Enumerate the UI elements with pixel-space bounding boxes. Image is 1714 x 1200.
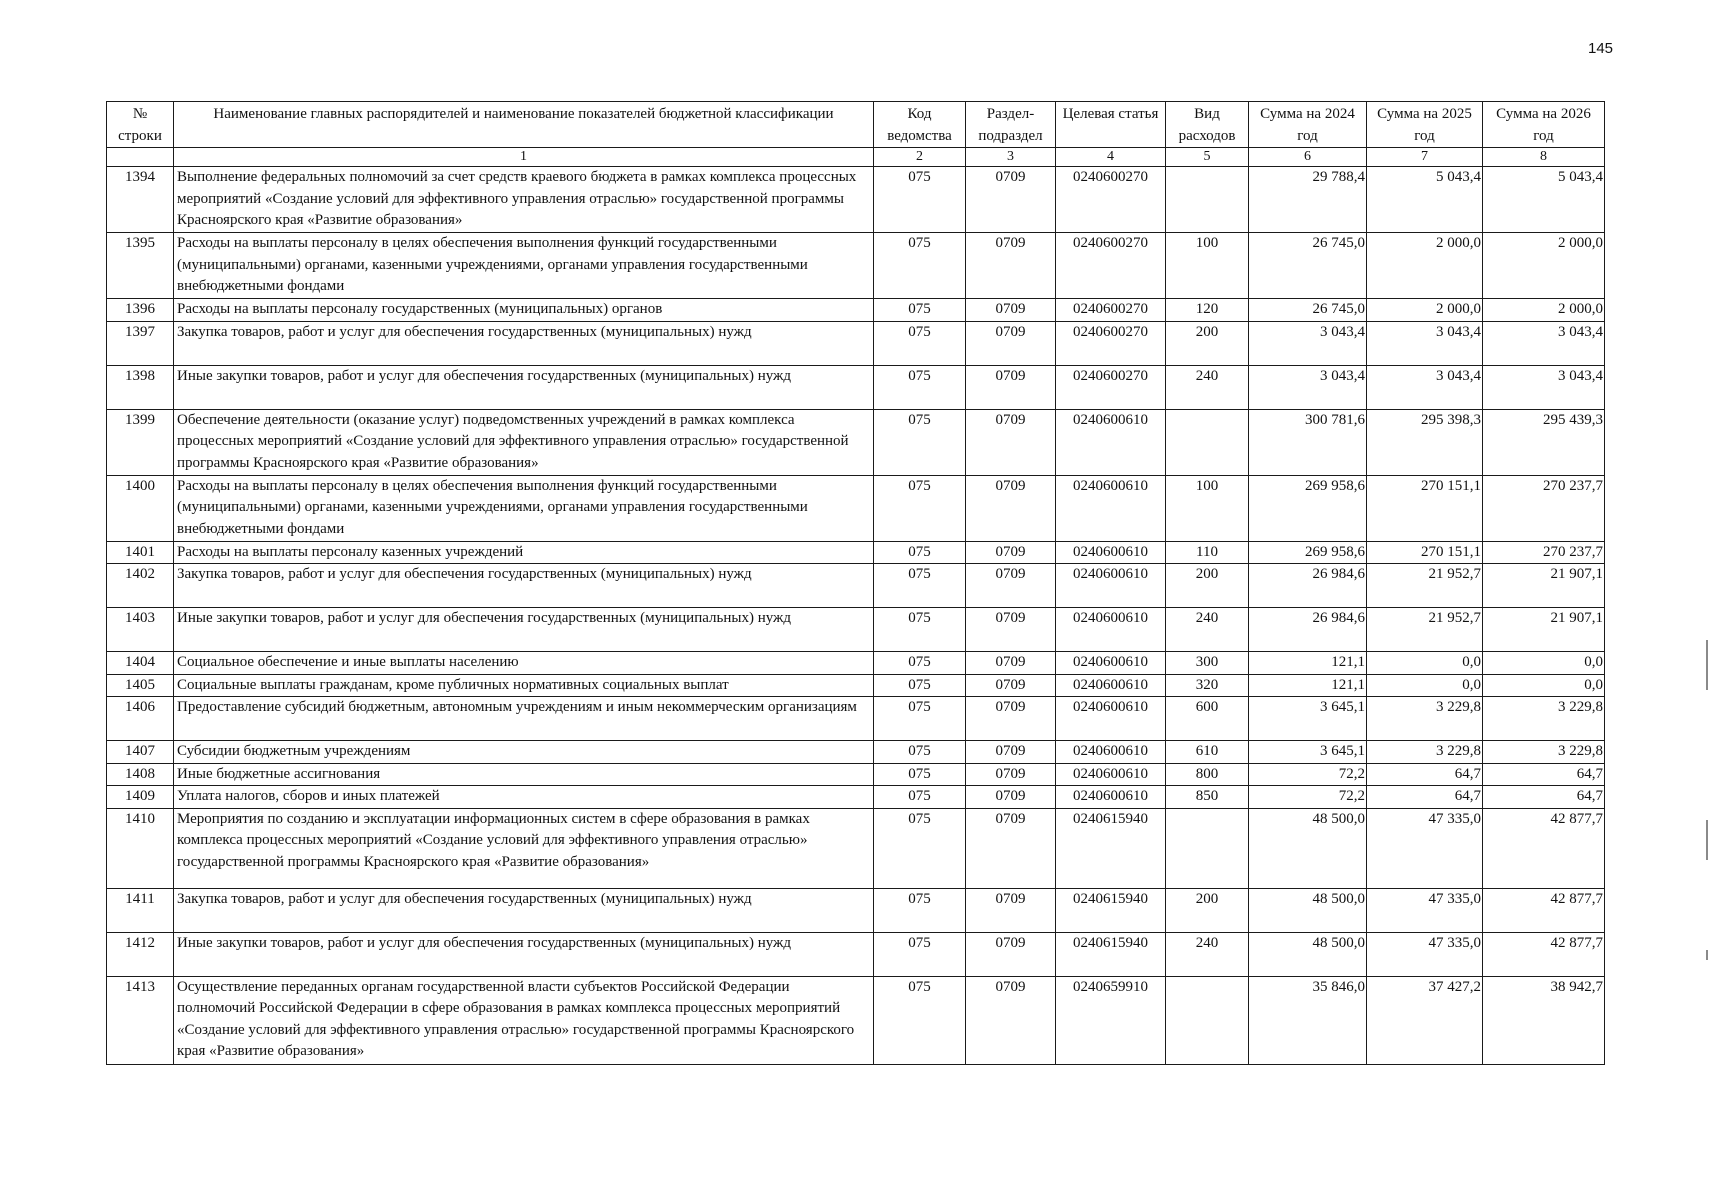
row-department-code: 075 — [874, 786, 966, 809]
row-name: Закупка товаров, работ и услуг для обеспечения государственных (муниципальных) нужд — [174, 888, 874, 932]
row-sum-2024: 121,1 — [1249, 674, 1367, 697]
row-sum-2026: 3 043,4 — [1483, 321, 1605, 365]
row-section: 0709 — [966, 888, 1056, 932]
header-expense-type: Вид расходов — [1166, 102, 1249, 148]
row-section: 0709 — [966, 299, 1056, 322]
table-row — [107, 741, 1605, 764]
row-number: 1408 — [107, 763, 174, 786]
row-department-code: 075 — [874, 608, 966, 652]
header-row-number: № строки — [107, 102, 174, 148]
row-sum-2025: 47 335,0 — [1367, 888, 1483, 932]
header-section: Раздел-подраздел — [966, 102, 1056, 148]
row-target-article: 0240615940 — [1056, 888, 1166, 932]
row-target-article: 0240600270 — [1056, 233, 1166, 299]
row-target-article: 0240659910 — [1056, 976, 1166, 1064]
row-target-article: 0240600610 — [1056, 697, 1166, 741]
row-target-article: 0240600610 — [1056, 475, 1166, 541]
row-department-code: 075 — [874, 741, 966, 764]
row-sum-2025: 3 043,4 — [1367, 321, 1483, 365]
row-name: Расходы на выплаты персоналу в целях обеспечения выполнения функций государственными (муниципальными) органами, казенными учреждениями, органами управления государственными внебюджетными фондами — [174, 475, 874, 541]
page-number: 145 — [1588, 40, 1614, 57]
row-department-code: 075 — [874, 564, 966, 608]
row-department-code: 075 — [874, 808, 966, 888]
header-name: Наименование главных распорядителей и наименование показателей бюджетной классификации — [174, 102, 874, 148]
row-sum-2025: 64,7 — [1367, 786, 1483, 809]
row-department-code: 075 — [874, 321, 966, 365]
row-target-article: 0240600610 — [1056, 763, 1166, 786]
row-department-code: 075 — [874, 475, 966, 541]
row-sum-2025: 270 151,1 — [1367, 541, 1483, 564]
row-sum-2026: 0,0 — [1483, 674, 1605, 697]
row-sum-2026: 0,0 — [1483, 652, 1605, 675]
row-sum-2024: 3 645,1 — [1249, 741, 1367, 764]
column-number — [107, 148, 174, 167]
row-sum-2024: 269 958,6 — [1249, 541, 1367, 564]
row-target-article: 0240600270 — [1056, 167, 1166, 233]
row-name: Иные закупки товаров, работ и услуг для обеспечения государственных (муниципальных) нужд — [174, 608, 874, 652]
row-department-code: 075 — [874, 888, 966, 932]
row-department-code: 075 — [874, 409, 966, 475]
row-number: 1397 — [107, 321, 174, 365]
row-target-article: 0240600610 — [1056, 786, 1166, 809]
row-department-code: 075 — [874, 932, 966, 976]
row-sum-2025: 295 398,3 — [1367, 409, 1483, 475]
row-number: 1412 — [107, 932, 174, 976]
row-sum-2026: 64,7 — [1483, 763, 1605, 786]
row-target-article: 0240615940 — [1056, 932, 1166, 976]
row-sum-2026: 3 229,8 — [1483, 697, 1605, 741]
row-section: 0709 — [966, 674, 1056, 697]
row-number: 1404 — [107, 652, 174, 675]
row-sum-2025: 3 043,4 — [1367, 365, 1483, 409]
row-sum-2025: 47 335,0 — [1367, 932, 1483, 976]
row-sum-2024: 26 984,6 — [1249, 608, 1367, 652]
row-department-code: 075 — [874, 763, 966, 786]
table-row — [107, 541, 1605, 564]
row-number: 1410 — [107, 808, 174, 888]
row-sum-2024: 48 500,0 — [1249, 888, 1367, 932]
row-number: 1401 — [107, 541, 174, 564]
row-expense-type: 200 — [1166, 564, 1249, 608]
row-number: 1398 — [107, 365, 174, 409]
row-sum-2024: 26 745,0 — [1249, 233, 1367, 299]
row-sum-2024: 121,1 — [1249, 652, 1367, 675]
row-sum-2026: 42 877,7 — [1483, 808, 1605, 888]
row-sum-2026: 2 000,0 — [1483, 233, 1605, 299]
row-expense-type: 100 — [1166, 475, 1249, 541]
row-number: 1407 — [107, 741, 174, 764]
row-section: 0709 — [966, 652, 1056, 675]
row-sum-2025: 37 427,2 — [1367, 976, 1483, 1064]
row-target-article: 0240600610 — [1056, 409, 1166, 475]
row-name: Выполнение федеральных полномочий за счет средств краевого бюджета в рамках комплекса процессных мероприятий «Создание условий для эффективного управления отраслью» государственной программы Красноярского края «Развитие образования» — [174, 167, 874, 233]
header-sum-2026: Сумма на 2026 год — [1483, 102, 1605, 148]
row-sum-2025: 2 000,0 — [1367, 299, 1483, 322]
row-sum-2024: 48 500,0 — [1249, 932, 1367, 976]
row-target-article: 0240600610 — [1056, 741, 1166, 764]
row-section: 0709 — [966, 976, 1056, 1064]
row-department-code: 075 — [874, 674, 966, 697]
row-target-article: 0240615940 — [1056, 808, 1166, 888]
row-expense-type: 240 — [1166, 932, 1249, 976]
row-sum-2025: 64,7 — [1367, 763, 1483, 786]
row-name: Обеспечение деятельности (оказание услуг) подведомственных учреждений в рамках комплекса процессных мероприятий «Создание условий для эффективного управления отраслью» государственной программы Красноярского края «Развитие образования» — [174, 409, 874, 475]
row-section: 0709 — [966, 321, 1056, 365]
table-row — [107, 608, 1605, 652]
column-number: 8 — [1483, 148, 1605, 167]
table-row — [107, 888, 1605, 932]
row-sum-2025: 47 335,0 — [1367, 808, 1483, 888]
row-sum-2026: 64,7 — [1483, 786, 1605, 809]
row-name: Социальные выплаты гражданам, кроме публичных нормативных социальных выплат — [174, 674, 874, 697]
row-sum-2024: 3 645,1 — [1249, 697, 1367, 741]
header-department-code: Код ведомства — [874, 102, 966, 148]
column-number: 6 — [1249, 148, 1367, 167]
column-number: 5 — [1166, 148, 1249, 167]
row-section: 0709 — [966, 697, 1056, 741]
column-number: 2 — [874, 148, 966, 167]
row-sum-2024: 300 781,6 — [1249, 409, 1367, 475]
row-sum-2026: 3 229,8 — [1483, 741, 1605, 764]
header-sum-2025: Сумма на 2025 год — [1367, 102, 1483, 148]
row-expense-type: 320 — [1166, 674, 1249, 697]
column-numbers-row — [107, 148, 1605, 167]
row-department-code: 075 — [874, 541, 966, 564]
row-number: 1411 — [107, 888, 174, 932]
row-sum-2026: 21 907,1 — [1483, 608, 1605, 652]
row-section: 0709 — [966, 763, 1056, 786]
row-expense-type: 200 — [1166, 321, 1249, 365]
row-sum-2024: 29 788,4 — [1249, 167, 1367, 233]
row-section: 0709 — [966, 786, 1056, 809]
row-name: Иные закупки товаров, работ и услуг для обеспечения государственных (муниципальных) нужд — [174, 932, 874, 976]
row-name: Расходы на выплаты персоналу казенных учреждений — [174, 541, 874, 564]
row-sum-2025: 21 952,7 — [1367, 608, 1483, 652]
table-row — [107, 652, 1605, 675]
row-department-code: 075 — [874, 976, 966, 1064]
row-sum-2026: 21 907,1 — [1483, 564, 1605, 608]
row-section: 0709 — [966, 475, 1056, 541]
row-section: 0709 — [966, 365, 1056, 409]
row-expense-type: 610 — [1166, 741, 1249, 764]
table-row — [107, 365, 1605, 409]
row-name: Мероприятия по созданию и эксплуатации информационных систем в сфере образования в рамках комплекса процессных мероприятий «Создание условий для эффективного управления отраслью» государственной программы Красноярского края «Развитие образования» — [174, 808, 874, 888]
table-row — [107, 808, 1605, 888]
row-sum-2026: 3 043,4 — [1483, 365, 1605, 409]
row-name: Осуществление переданных органам государственной власти субъектов Российской Федерации полномочий Российской Федерации в сфере образования в рамках комплекса процессных мероприятий «Создание условий для эффективного управления отраслью» государственной программы Красноярского края «Развитие образования» — [174, 976, 874, 1064]
row-department-code: 075 — [874, 299, 966, 322]
table-row — [107, 409, 1605, 475]
row-name: Уплата налогов, сборов и иных платежей — [174, 786, 874, 809]
header-row — [107, 102, 1605, 148]
row-name: Закупка товаров, работ и услуг для обеспечения государственных (муниципальных) нужд — [174, 321, 874, 365]
table-row — [107, 233, 1605, 299]
row-expense-type: 120 — [1166, 299, 1249, 322]
row-department-code: 075 — [874, 365, 966, 409]
scan-margin-mark — [1706, 640, 1708, 690]
row-sum-2024: 26 745,0 — [1249, 299, 1367, 322]
table-row — [107, 763, 1605, 786]
row-number: 1399 — [107, 409, 174, 475]
table-row — [107, 321, 1605, 365]
row-department-code: 075 — [874, 652, 966, 675]
row-sum-2024: 48 500,0 — [1249, 808, 1367, 888]
column-number: 7 — [1367, 148, 1483, 167]
row-sum-2025: 0,0 — [1367, 674, 1483, 697]
row-department-code: 075 — [874, 167, 966, 233]
table-row — [107, 697, 1605, 741]
table-body — [107, 167, 1605, 1065]
row-number: 1402 — [107, 564, 174, 608]
row-sum-2026: 5 043,4 — [1483, 167, 1605, 233]
row-sum-2025: 0,0 — [1367, 652, 1483, 675]
column-number: 1 — [174, 148, 874, 167]
row-expense-type: 300 — [1166, 652, 1249, 675]
table-row — [107, 976, 1605, 1064]
row-target-article: 0240600610 — [1056, 652, 1166, 675]
row-number: 1406 — [107, 697, 174, 741]
budget-table — [106, 101, 1605, 1065]
row-section: 0709 — [966, 409, 1056, 475]
row-number: 1395 — [107, 233, 174, 299]
row-sum-2025: 270 151,1 — [1367, 475, 1483, 541]
row-expense-type: 850 — [1166, 786, 1249, 809]
row-sum-2024: 3 043,4 — [1249, 365, 1367, 409]
row-target-article: 0240600270 — [1056, 321, 1166, 365]
row-sum-2025: 3 229,8 — [1367, 741, 1483, 764]
row-department-code: 075 — [874, 233, 966, 299]
row-target-article: 0240600610 — [1056, 541, 1166, 564]
row-sum-2026: 42 877,7 — [1483, 932, 1605, 976]
row-expense-type: 800 — [1166, 763, 1249, 786]
column-number: 4 — [1056, 148, 1166, 167]
row-expense-type: 100 — [1166, 233, 1249, 299]
row-name: Закупка товаров, работ и услуг для обеспечения государственных (муниципальных) нужд — [174, 564, 874, 608]
row-section: 0709 — [966, 741, 1056, 764]
row-sum-2024: 72,2 — [1249, 763, 1367, 786]
table-row — [107, 475, 1605, 541]
table-row — [107, 564, 1605, 608]
row-expense-type — [1166, 808, 1249, 888]
row-name: Социальное обеспечение и иные выплаты населению — [174, 652, 874, 675]
row-target-article: 0240600610 — [1056, 564, 1166, 608]
row-number: 1394 — [107, 167, 174, 233]
row-expense-type: 110 — [1166, 541, 1249, 564]
row-target-article: 0240600610 — [1056, 608, 1166, 652]
row-sum-2026: 295 439,3 — [1483, 409, 1605, 475]
row-sum-2024: 3 043,4 — [1249, 321, 1367, 365]
row-expense-type — [1166, 976, 1249, 1064]
row-number: 1405 — [107, 674, 174, 697]
table-row — [107, 932, 1605, 976]
row-name: Расходы на выплаты персоналу государственных (муниципальных) органов — [174, 299, 874, 322]
row-department-code: 075 — [874, 697, 966, 741]
row-target-article: 0240600270 — [1056, 365, 1166, 409]
row-number: 1413 — [107, 976, 174, 1064]
row-target-article: 0240600270 — [1056, 299, 1166, 322]
row-expense-type — [1166, 167, 1249, 233]
row-section: 0709 — [966, 541, 1056, 564]
column-number: 3 — [966, 148, 1056, 167]
row-sum-2025: 3 229,8 — [1367, 697, 1483, 741]
row-section: 0709 — [966, 932, 1056, 976]
row-sum-2026: 270 237,7 — [1483, 541, 1605, 564]
row-expense-type: 240 — [1166, 365, 1249, 409]
table-row — [107, 299, 1605, 322]
row-sum-2026: 38 942,7 — [1483, 976, 1605, 1064]
row-sum-2025: 5 043,4 — [1367, 167, 1483, 233]
row-number: 1400 — [107, 475, 174, 541]
row-sum-2025: 2 000,0 — [1367, 233, 1483, 299]
header-sum-2024: Сумма на 2024 год — [1249, 102, 1367, 148]
row-name: Иные закупки товаров, работ и услуг для обеспечения государственных (муниципальных) нужд — [174, 365, 874, 409]
row-expense-type: 240 — [1166, 608, 1249, 652]
table-row — [107, 786, 1605, 809]
row-number: 1403 — [107, 608, 174, 652]
row-section: 0709 — [966, 808, 1056, 888]
row-expense-type: 200 — [1166, 888, 1249, 932]
row-name: Иные бюджетные ассигнования — [174, 763, 874, 786]
row-number: 1396 — [107, 299, 174, 322]
header-target-article: Целевая статья — [1056, 102, 1166, 148]
row-expense-type — [1166, 409, 1249, 475]
row-name: Расходы на выплаты персоналу в целях обеспечения выполнения функций государственными (муниципальными) органами, казенными учреждениями, органами управления государственными внебюджетными фондами — [174, 233, 874, 299]
row-sum-2024: 72,2 — [1249, 786, 1367, 809]
row-number: 1409 — [107, 786, 174, 809]
row-sum-2026: 42 877,7 — [1483, 888, 1605, 932]
scan-margin-mark — [1706, 950, 1708, 960]
row-sum-2026: 270 237,7 — [1483, 475, 1605, 541]
row-sum-2025: 21 952,7 — [1367, 564, 1483, 608]
table-row — [107, 674, 1605, 697]
row-section: 0709 — [966, 608, 1056, 652]
scan-margin-mark — [1706, 820, 1708, 860]
row-sum-2024: 269 958,6 — [1249, 475, 1367, 541]
row-name: Субсидии бюджетным учреждениям — [174, 741, 874, 764]
row-sum-2024: 35 846,0 — [1249, 976, 1367, 1064]
row-expense-type: 600 — [1166, 697, 1249, 741]
row-section: 0709 — [966, 564, 1056, 608]
row-section: 0709 — [966, 233, 1056, 299]
row-sum-2024: 26 984,6 — [1249, 564, 1367, 608]
row-sum-2026: 2 000,0 — [1483, 299, 1605, 322]
table-row — [107, 167, 1605, 233]
row-target-article: 0240600610 — [1056, 674, 1166, 697]
row-name: Предоставление субсидий бюджетным, автономным учреждениям и иным некоммерческим организациям — [174, 697, 874, 741]
row-section: 0709 — [966, 167, 1056, 233]
